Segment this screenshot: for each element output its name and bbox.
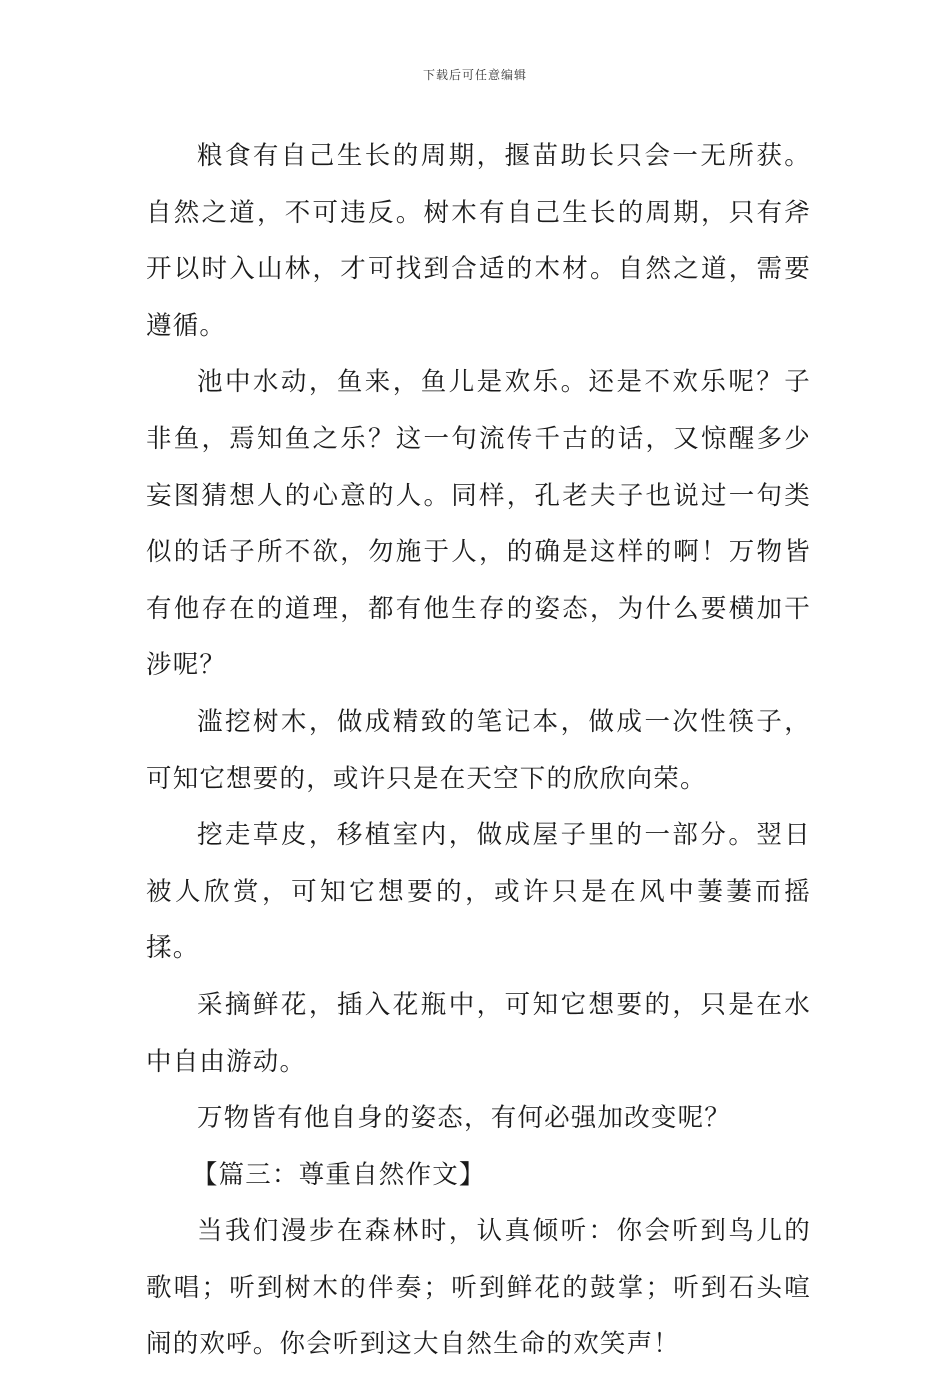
paragraph-1: 粮食有自己生长的周期，揠苗助长只会一无所获。自然之道，不可违反。树木有自己生长的周期，只有斧开以时入山林，才可找到合适的木材。自然之道，需要遵循。 [146,141,811,341]
paragraph-2: 池中水动，鱼来，鱼儿是欢乐。还是不欢乐呢？子非鱼，焉知鱼之乐？这一句流传千古的话，又惊醒多少妄图猜想人的心意的人。同样，孔老夫子也说过一句类似的话子所不欲，勿施于人，的确是这样的啊！万物皆有他存在的道理，都有他生存的姿态，为什么要横加干涉呢？ [146,367,811,681]
paragraph-6: 万物皆有他自身的姿态，有何必强加改变呢？ [197,1103,732,1134]
paragraph-4: 挖走草皮，移植室内，做成屋子里的一部分。翌日被人欣赏，可知它想要的，或许只是在风中萋萋而摇揉。 [146,820,811,964]
paragraph-7: 当我们漫步在森林时，认真倾听：你会听到鸟儿的歌唱；听到树木的伴奏；听到鲜花的鼓掌；听到石头喧闹的欢呼。你会听到这大自然生命的欢笑声！ [146,1216,811,1360]
paragraph-3: 滥挖树木，做成精致的笔记本，做成一次性筷子，可知它想要的，或许只是在天空下的欣欣向荣。 [146,706,811,794]
page-header: 下载后可任意编辑 [422,68,527,82]
section-heading: 【篇三：尊重自然作文】 [191,1159,486,1190]
paragraph-5: 采摘鲜花，插入花瓶中，可知它想要的，只是在水中自由游动。 [146,989,811,1077]
document-body [146,128,811,1373]
